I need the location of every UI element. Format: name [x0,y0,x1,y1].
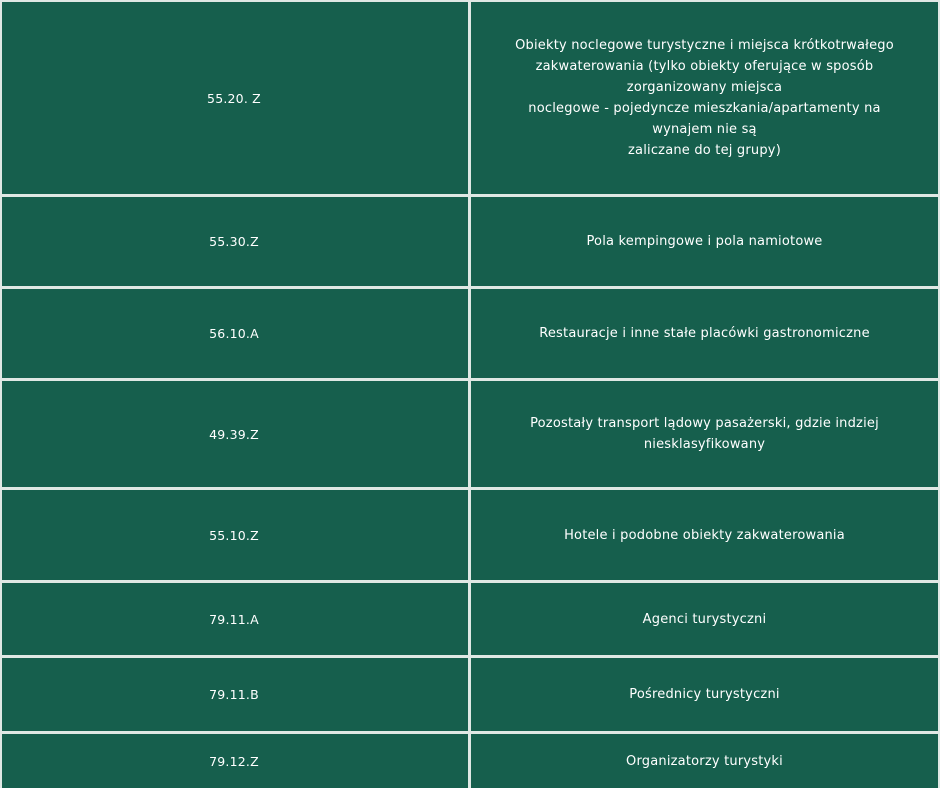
description-line: Agenci turystyczni [642,611,767,627]
activity-description-cell [471,490,938,580]
table-row [0,734,940,788]
activity-description-cell [471,2,938,194]
pkd-code-cell: 79.11.A [2,583,468,655]
description-line: wynajem nie są [652,122,757,137]
description-line: Restauracje i inne stałe placówki gastronomiczne [539,326,870,341]
description-line: Organizatorzy turystyki [626,753,783,769]
pkd-code-cell: 79.11.B [2,658,468,731]
table-row [0,289,940,378]
table-row [0,381,940,487]
description-line: Pozostały transport lądowy pasażerski, gdzie indziej [530,416,879,431]
description-line: Obiekty noclegowe turystyczne i miejsca krótkotrwałego [515,38,894,53]
description-line: Pośrednicy turystyczni [629,687,780,702]
description-line: niesklasyfikowany [643,437,766,452]
description-line: zakwaterowania (tylko obiekty oferujące w sposób [535,59,874,74]
description-line: Pola kempingowe i pola namiotowe [586,234,823,249]
activity-description-cell [471,658,938,731]
table-row [0,490,940,580]
activity-description-cell [471,381,938,487]
pkd-code-cell: 55.30.Z [2,197,468,286]
pkd-code-cell: 79.12.Z [2,734,468,788]
description-line: zorganizowany miejsca [626,80,783,95]
activity-description-cell [471,289,938,378]
table-row [0,197,940,286]
activity-description-cell [471,583,938,655]
description-line: noclegowe - pojedyncze mieszkania/apartamenty na [528,101,881,116]
description-line: zaliczane do tej grupy) [628,143,781,158]
table-row [0,2,940,194]
pkd-code-cell: 56.10.A [2,289,468,378]
table-row [0,658,940,731]
pkd-code-cell: 55.20. Z [2,2,468,194]
description-line: Hotele i podobne obiekty zakwaterowania [564,527,845,543]
pkd-code-cell: 55.10.Z [2,490,468,580]
pkd-code-cell: 49.39.Z [2,381,468,487]
activity-description-cell [471,197,938,286]
table-row [0,583,940,655]
activity-description-cell [471,734,938,788]
